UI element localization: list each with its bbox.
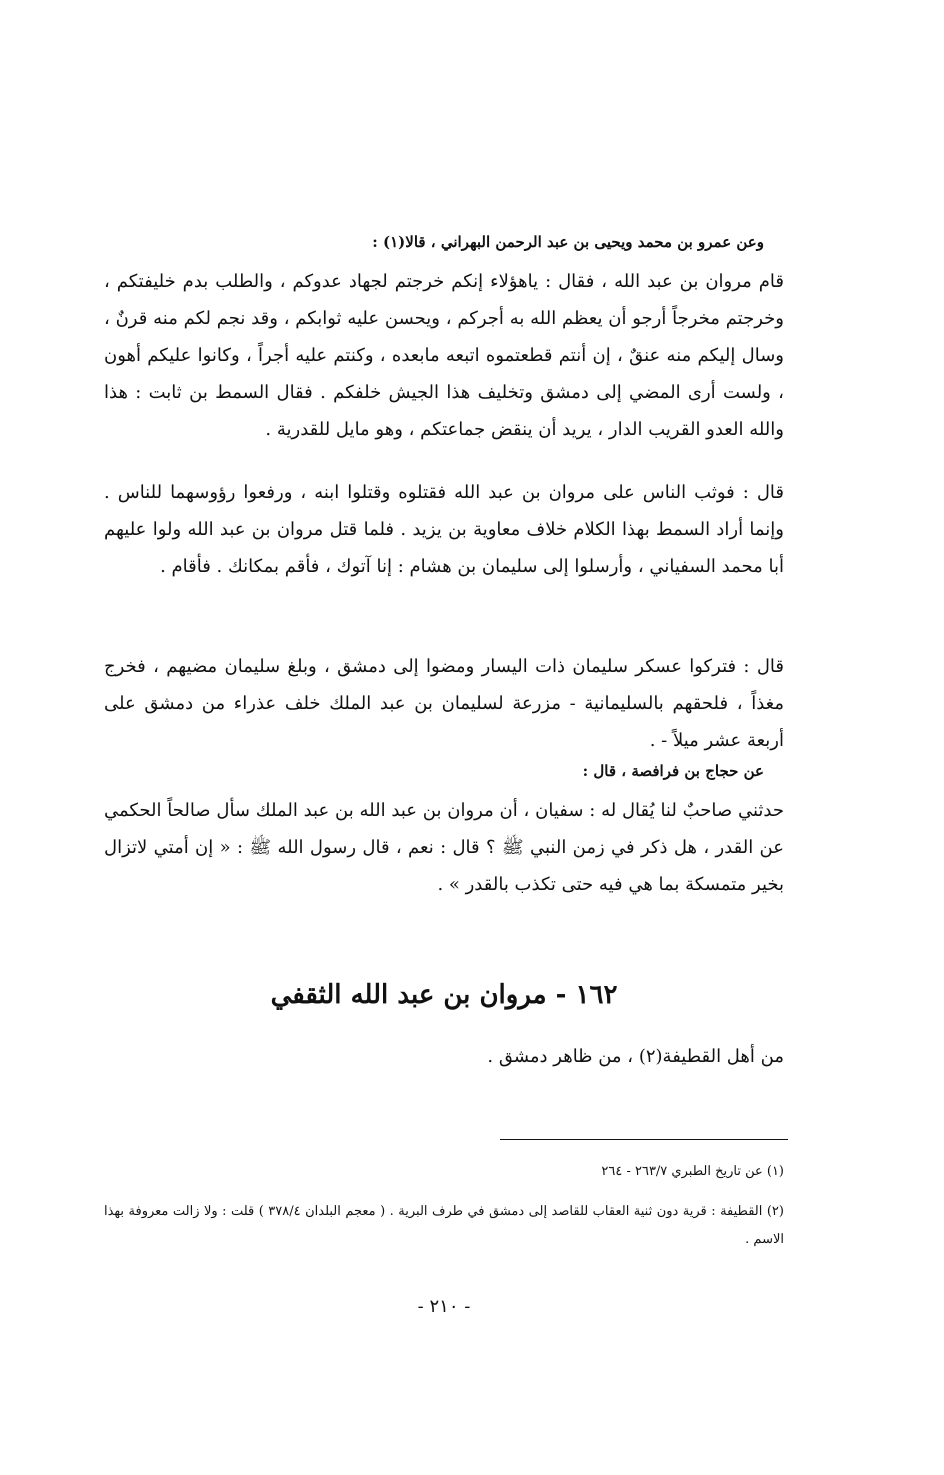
footnote: (١) عن تاريخ الطبري ٢٦٣/٧ - ٢٦٤	[601, 1164, 784, 1179]
paragraph-killing: قال : فوثب الناس على مروان بن عبد الله فقتلوه وقتلوا ابنه ، ورفعوا رؤوسهما للناس . وإنما أراد السمط بهذا الكلام خلاف معاوية بن يزيد . فلما قتل مروان بن عبد الله ولوا عليهم أبا محمد السفياني ، وأرسلوا إلى سليمان بن هشام : إنا آتوك ، فأقم بمكانك . فأقام .	[104, 482, 784, 577]
footnote-separator	[500, 1139, 788, 1140]
footnote: (٢) القطيفة : قرية دون ثنية العقاب للقاصد إلى دمشق في طرف البرية . ( معجم البلدان ٣٧٨/٤ ) قلت : ولا زالت معروفة بهذا الاسم .	[104, 1204, 784, 1247]
paragraph-hadith: حدثني صاحبٌ لنا يُقال له : سفيان ، أن مروان بن عبد الله بن عبد الملك سأل صالحاً الحكمي عن القدر ، هل ذكر في زمن النبي ﷺ ؟ قال : نعم ، قال رسول الله ﷺ : « إن أمتي لاتزال بخير متمسكة بما هي فيه حتى تكذب بالقدر » .	[104, 800, 784, 895]
page-number: - ٢١٠ -	[417, 1296, 471, 1317]
paragraph-march: قال : فتركوا عسكر سليمان ذات اليسار ومضوا إلى دمشق ، وبلغ سليمان مضيهم ، فخرج مغذاً ، فلحقهم بالسليمانية - مزرعة لسليمان بن عبد الملك خلف عذراء من دمشق على أربعة عشر ميلاً - .	[104, 656, 784, 751]
paragraph-marwan-speech: قام مروان بن عبد الله ، فقال : ياهؤلاء إنكم خرجتم لجهاد عدوكم ، والطلب بدم خليفتكم ، وخرجتم مخرجاً أرجو أن يعظم الله به أجركم ، ويحسن عليه ثوابكم ، وقد نجم لكم منه قرنٌ ، وسال إليكم منه عنقٌ ، إن أنتم قطعتموه اتبعه مابعده ، وكنتم عليه أجراً ، وكانوا عليكم أهون ، ولست أرى المضي إلى دمشق وتخليف هذا الجيش خلفكم . فقال السمط بن ثابت : هذا والله العدو القريب الدار ، يريد أن ينقض جماعتكم ، وهو مايل للقدرية .	[104, 271, 784, 440]
narration-chain-header: وعن عمرو بن محمد ويحيى بن عبد الرحمن البهراني ، قالا(١) :	[372, 233, 764, 251]
narration-chain-header: عن حجاج بن فرافصة ، قال :	[582, 762, 764, 780]
section-subline: من أهل القطيفة(٢) ، من ظاهر دمشق .	[487, 1046, 784, 1067]
section-heading: ١٦٢ - مروان بن عبد الله الثقفي	[270, 980, 618, 1010]
